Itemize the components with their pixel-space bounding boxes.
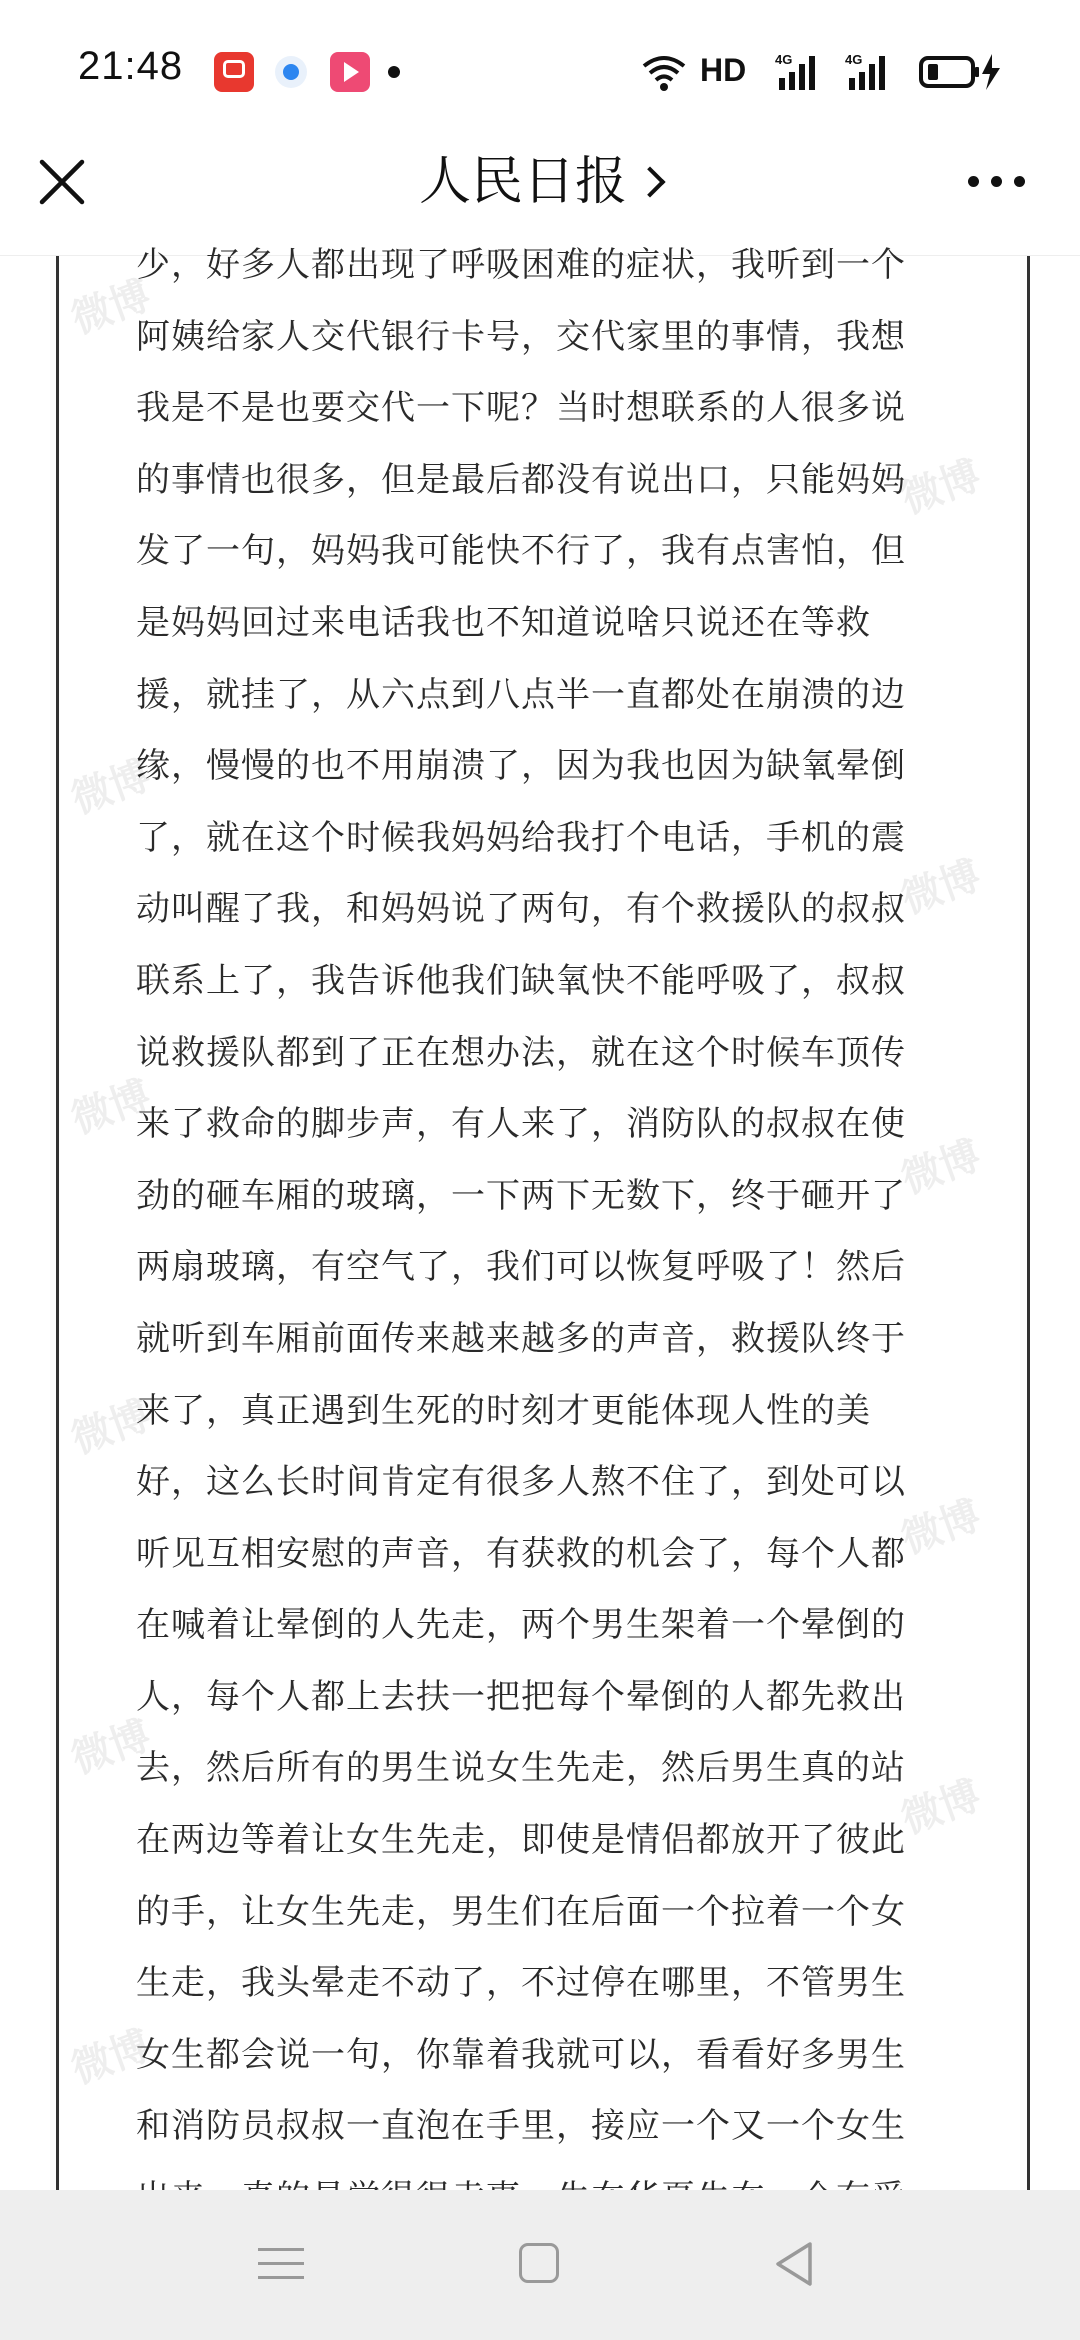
article-line: 了，就在这个时候我妈妈给我打个电话，手机的震	[136, 817, 906, 858]
article-image	[0, 245, 1080, 2190]
svg-text:4G: 4G	[845, 52, 863, 67]
article-line: 好，这么长时间肯定有很多人熬不住了，到处可以	[136, 1462, 906, 1503]
app-icon-red	[214, 52, 254, 92]
watermark: 微博	[65, 272, 157, 344]
more-dots-icon[interactable]	[962, 160, 1032, 200]
watermark: 微博	[895, 1492, 987, 1564]
article-line: 劲的砸车厢的玻璃，一下两下无数下，终于砸开了	[136, 1175, 906, 1216]
status-time: 21:48	[78, 44, 184, 88]
article-line: 和消防员叔叔一直泡在手里，接应一个又一个女生	[136, 2106, 906, 2147]
app-icon-blue-dot	[275, 56, 307, 88]
article-line: 来了，真正遇到生死的时刻才更能体现人性的美	[136, 1390, 871, 1431]
page-title-text: 人民日报	[418, 152, 627, 212]
article-line: 生走，我头晕走不动了，不过停在哪里，不管男生	[136, 1963, 906, 2004]
article-line: 在喊着让晕倒的人先走，两个男生架着一个晕倒的	[136, 1605, 906, 1646]
article-line: 在两边等着让女生先走，即使是情侣都放开了彼此	[136, 1820, 906, 1861]
app-icon-play	[330, 52, 370, 92]
article-line: 援，就挂了，从六点到八点半一直都处在崩溃的边	[136, 674, 906, 715]
article-line: 听见互相安慰的声音，有获救的机会了，每个人都	[136, 1533, 906, 1574]
article-line: 联系上了，我告诉他我们缺氧快不能呼吸了，叔叔	[136, 960, 906, 1001]
article-line: 我是不是也要交代一下呢？当时想联系的人很多说	[136, 388, 906, 429]
notification-dot-icon	[388, 66, 400, 78]
article-line: 发了一句，妈妈我可能快不行了，我有点害怕，但	[136, 531, 906, 572]
article-line: 女生都会说一句，你靠着我就可以，看看好多男生	[136, 2034, 906, 2075]
article-line: 两扇玻璃，有空气了，我们可以恢复呼吸了！然后	[136, 1247, 906, 1288]
article-line: 说救援队都到了正在想办法，就在这个时候车顶传	[136, 1032, 906, 1073]
back-triangle-icon[interactable]	[772, 2240, 816, 2288]
watermark: 微博	[895, 452, 987, 524]
watermark: 微博	[65, 1392, 157, 1464]
article-line: 的手，让女生先走，男生们在后面一个拉着一个女	[136, 1891, 906, 1932]
menu-icon[interactable]	[258, 2244, 304, 2284]
article-line: 就听到车厢前面传来越来越多的声音，救援队终于	[136, 1318, 906, 1359]
hd-label: HD	[700, 52, 747, 88]
article-line: 的事情也很多，但是最后都没有说出口，只能妈妈	[136, 459, 906, 500]
article-line: 动叫醒了我，和妈妈说了两句，有个救援队的叔叔	[136, 889, 906, 930]
article-line: 是妈妈回过来电话我也不知道说啥只说还在等救	[136, 602, 871, 643]
wifi-icon	[640, 50, 688, 94]
svg-text:4G: 4G	[775, 52, 793, 67]
article-line: 少，好多人都出现了呼吸困难的症状，我听到一个	[136, 245, 906, 285]
status-bar	[0, 0, 1080, 145]
watermark: 微博	[65, 1712, 157, 1784]
article-text	[136, 245, 936, 2235]
watermark: 微博	[65, 2022, 157, 2094]
page-title[interactable]	[0, 150, 1080, 214]
watermark: 微博	[895, 1772, 987, 1844]
home-square-icon[interactable]	[519, 2243, 559, 2283]
signal-4g-icon	[775, 50, 827, 94]
article-line: 缘，慢慢的也不用崩溃了，因为我也因为缺氧晕倒	[136, 746, 906, 787]
signal-4g-icon	[845, 50, 897, 94]
chevron-right-icon	[634, 166, 665, 197]
article-line: 来了救命的脚步声，有人来了，消防队的叔叔在使	[136, 1104, 906, 1145]
watermark: 微博	[895, 852, 987, 924]
battery-charging-icon	[918, 50, 1006, 94]
watermark: 微博	[895, 1132, 987, 1204]
watermark: 微博	[65, 1072, 157, 1144]
article-line: 人，每个人都上去扶一把把每个晕倒的人都先救出	[136, 1676, 906, 1717]
article-line: 阿姨给家人交代银行卡号，交代家里的事情，我想	[136, 316, 906, 357]
article-line: 去，然后所有的男生说女生先走，然后男生真的站	[136, 1748, 906, 1789]
watermark: 微博	[65, 752, 157, 824]
